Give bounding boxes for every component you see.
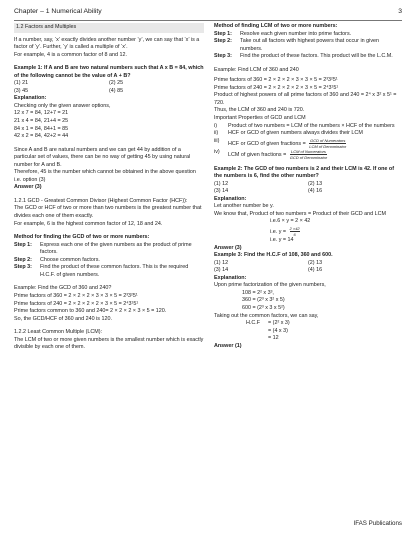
explanation-label: Explanation: bbox=[214, 274, 247, 281]
step-text: Resolve each given number into prime factors. bbox=[240, 30, 352, 37]
explanation-label: Explanation: bbox=[214, 195, 247, 202]
gcd-step bbox=[14, 242, 204, 257]
lcm-method-title: Method of finding LCM of two or more numbers: bbox=[214, 23, 338, 29]
gcd-step bbox=[14, 264, 204, 279]
explanation-line: 12 x 7 = 84, 12+7 = 21 bbox=[14, 110, 69, 117]
option: (1) 21 bbox=[14, 80, 29, 87]
lcm-definition: The LCM of two or more given numbers is the smallest number which is exactly divisible by each one of them. bbox=[14, 336, 204, 351]
lcm-example-line: Prime factors of 360 = 2 × 2 × 2 × 3 × 3 × 5 = 2³3²5¹ bbox=[214, 77, 338, 84]
let-line: Let another number be y. bbox=[214, 203, 274, 210]
properties-title: Important Properties of GCD and LCM bbox=[214, 115, 306, 122]
gcd-example-title: Example: Find the GCD of 360 and 240? bbox=[14, 285, 112, 292]
step-label: Step 2: bbox=[214, 38, 232, 45]
intro-paragraph: If a number, say, ‘x’ exactly divides another number ‘y’, we can say that ‘x’ is a factor of ‘y’. Further, ‘y’ is called a multiple of ‘x’. bbox=[14, 36, 200, 51]
example3-question: Example 3: Find the H.C.F of 108, 360 and 600. bbox=[214, 252, 333, 259]
hcf-step: = (4 x 3) bbox=[268, 327, 288, 334]
option: (2) 25 bbox=[109, 80, 124, 87]
lcm-step bbox=[214, 53, 402, 61]
lcm-example-title: Example: Find LCM of 360 and 240 bbox=[214, 66, 299, 73]
publisher-footer: IFAS Publications bbox=[353, 520, 402, 527]
equation: i.e. y = $\frac{2 \times 42}{6}$ bbox=[270, 226, 300, 238]
explanation-line: Checking only the given answer options, bbox=[14, 102, 111, 109]
chapter-title: Chapter – 1 Numerical Ability bbox=[14, 8, 102, 15]
reasoning-paragraph: Since A and B are natural numbers and we can get 44 by addition of a particular set of values, there can be no way of getting 45 by using natural number for A and B. bbox=[14, 146, 191, 168]
gcd-example-line: So, the GCD/HCF of 360 and 240 is 120. bbox=[14, 315, 112, 322]
lcm-step bbox=[214, 38, 402, 53]
gcd-example-line: Prime factors of 240 = 2 × 2 × 2 × 2 × 3 × 5 = 2⁴3¹5¹ bbox=[14, 300, 139, 307]
property-item: iii) HCF or GCD of given fractions = $\frac{\text{GCD of Numerators}}{\text{LCM of Denominator}}$ bbox=[214, 137, 347, 149]
step-label: Step 1: bbox=[14, 241, 32, 248]
right-column bbox=[214, 23, 402, 350]
factorization-line: Upon prime factorization of the given numbers, bbox=[214, 282, 326, 289]
option: (3) 14 bbox=[214, 188, 229, 195]
fraction: $\frac{2 \times 42}{6}$ bbox=[289, 226, 300, 238]
option: (4) 85 bbox=[109, 87, 124, 94]
gcd-step bbox=[14, 257, 204, 265]
step-text: Find the product of these common factors. This is the required H.C.F. of given numbers. bbox=[40, 264, 189, 278]
option: (2) 13 bbox=[308, 259, 323, 266]
step-label: Step 3: bbox=[14, 264, 32, 271]
step-label: Step 1: bbox=[214, 30, 232, 37]
option: (1) 12 bbox=[214, 259, 229, 266]
step-text: Find the product of these factors. This product will be the L.C.M. bbox=[240, 53, 393, 60]
step-label: Step 3: bbox=[214, 53, 232, 60]
step-label: Step 2: bbox=[14, 256, 32, 263]
explanation-label: Explanation: bbox=[14, 95, 47, 102]
option: (3) 14 bbox=[214, 267, 229, 274]
example2-question: Example 2: The GCD of two numbers is 2 and their LCM is 42. If one of the numbers is 6, find the other number? bbox=[214, 165, 395, 180]
therefore-paragraph: Therefore, 45 is the number which cannot be obtained in the above question i.e. option (3) bbox=[14, 169, 196, 183]
lcm-step bbox=[214, 31, 402, 39]
fraction: $\frac{\text{LCM of Numerators}}{\text{GCD of Denominator}}$ bbox=[289, 148, 328, 160]
option: (4) 16 bbox=[308, 188, 323, 195]
fraction: $\frac{\text{GCD of Numerators}}{\text{LCM of Denominator}}$ bbox=[309, 137, 347, 149]
factorization: 600 = (2³ x 3 x 5²) bbox=[242, 304, 285, 311]
step-text: Express each one of the given numbers as the product of prime factors. bbox=[40, 241, 192, 256]
gcd-heading: 1.2.1 GCD - Greatest Common Divisor (Highest Common Factor (HCF)): bbox=[14, 197, 188, 204]
gcd-method-title: Method for finding the GCD of two or more numbers: bbox=[14, 234, 150, 241]
property-item: i) Product of two numbers = LCM of the numbers × HCF of the numbers bbox=[214, 122, 395, 129]
example1-question: Example 1: If A and B are two natural numbers such that A x B = 84, which of the following cannot be the value of A + B? bbox=[14, 65, 204, 79]
answer-label: Answer (3) bbox=[214, 244, 242, 251]
page-header bbox=[14, 8, 402, 21]
option: (2) 13 bbox=[308, 180, 323, 187]
hcf-step: = 12 bbox=[268, 335, 279, 342]
hcf-step: H.C.F = (2² x 3) bbox=[246, 320, 290, 327]
example3-options bbox=[214, 260, 402, 275]
explanation-line: 42 x 2 = 84, 42+2 = 44 bbox=[14, 133, 69, 140]
lcm-example-line: Thus, the LCM of 360 and 240 is 720. bbox=[214, 107, 305, 114]
option: (3) 45 bbox=[14, 87, 29, 94]
factorization: 108 = 2² x 3³, bbox=[242, 289, 274, 296]
gcd-example-line: Prime factors common to 360 and 240= 2 × 2 × 2 × 3 × 5 = 120. bbox=[14, 308, 167, 315]
taking-line: Taking out the common factors, we can say, bbox=[214, 312, 319, 319]
lcm-heading: 1.2.2 Least Common Multiple (LCM): bbox=[14, 329, 103, 336]
page-number: 3 bbox=[398, 8, 402, 15]
equation: i.e. y = 14 bbox=[270, 237, 294, 244]
option: (4) 16 bbox=[308, 267, 323, 274]
gcd-example-line: Prime factors of 360 = 2 × 2 × 2 × 3 × 3 × 5 = 2³3²5¹ bbox=[14, 292, 138, 299]
step-text: Take out all factors with highest powers that occur in given numbers. bbox=[240, 38, 380, 52]
property-item: ii) HCF or GCD of given numbers always divides their LCM bbox=[214, 130, 363, 137]
example2-options bbox=[214, 181, 402, 196]
answer-label: Answer (3) bbox=[14, 184, 42, 191]
know-line: We know that, Product of two numbers = Product of their GCD and LCM bbox=[214, 210, 387, 217]
equation: i.e.6 × y = 2 × 42 bbox=[270, 218, 311, 225]
lcm-example-line: Product of highest powers of all prime factors of 360 and 240 = 2⁴ x 3² x 5¹ = 720. bbox=[214, 92, 397, 106]
answer-label: Answer (1) bbox=[214, 342, 242, 349]
lcm-example-line: Prime factors of 240 = 2 × 2 × 2 × 2 × 3 × 5 = 2⁴3¹5¹ bbox=[214, 84, 339, 91]
gcd-definition: The GCD or HCF of two or more than two numbers is the greatest number that divides each one of them exactly. bbox=[14, 205, 202, 220]
factorization: 360 = (2³ x 3² x 5) bbox=[242, 297, 285, 304]
explanation-line: 21 x 4 = 84, 21+4 = 25 bbox=[14, 118, 69, 125]
example1-options bbox=[14, 80, 204, 95]
gcd-example: For example, 6 is the highest common factor of 12, 18 and 24. bbox=[14, 220, 163, 227]
explanation-line: 84 x 1 = 84, 84+1 = 85 bbox=[14, 125, 69, 132]
left-column bbox=[14, 23, 204, 352]
step-text: Choose common factors. bbox=[40, 256, 100, 263]
section-title: 1.2 Factors and Multiples bbox=[14, 23, 204, 33]
option: (1) 12 bbox=[214, 180, 229, 187]
property-item: iv) LCM of given fractions = $\frac{\text{LCM of Numerators}}{\text{GCD of Denominator}}$ bbox=[214, 148, 328, 160]
intro-example: For example, 4 is a common factor of 8 and 12. bbox=[14, 51, 127, 58]
